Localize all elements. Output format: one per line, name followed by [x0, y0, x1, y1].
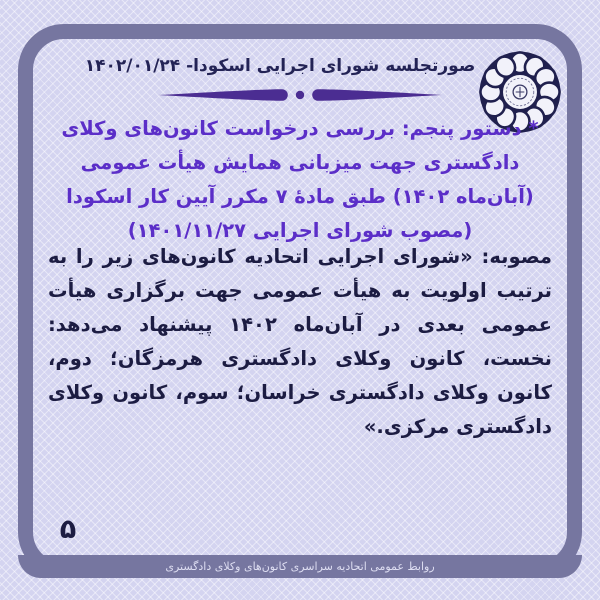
- footer-bar: [18, 555, 582, 578]
- page-number: ۵: [59, 514, 77, 545]
- page-title: صورتجلسه شورای اجرایی اسکودا- ۱۴۰۲/۰۱/۲۴: [84, 56, 476, 76]
- resolution-text: مصوبه: «شورای اجرایی اتحادیه کانون‌های زیر را به ترتیب اولویت به هیأت عمومی جهت برگزاری هیأت عمومی بعدی در آبان‌ماه ۱۴۰۲ پیشنهاد می‌دهد: نخست، کانون وکلای دادگستری هرمزگان؛ دوم، کانون وکلای دادگستری خراسان؛ سوم، کانون وکلای دادگستری مرکزی.»: [48, 245, 552, 438]
- divider-ornament-icon: [150, 86, 450, 104]
- agenda-item-text: * دستور پنجم: بررسی درخواست کانون‌های وکلای دادگستری جهت میزبانی همایش هیأت عمومی (آبان‌ماه ۱۴۰۲) طبق مادهٔ ۷ مکرر آیین کار اسکودا (مصوب شورای اجرایی ۱۴۰۱/۱۱/۲۷): [61, 117, 539, 242]
- footer-credit: روابط عمومی اتحادیه سراسری کانون‌های وکلای دادگستری: [165, 560, 435, 573]
